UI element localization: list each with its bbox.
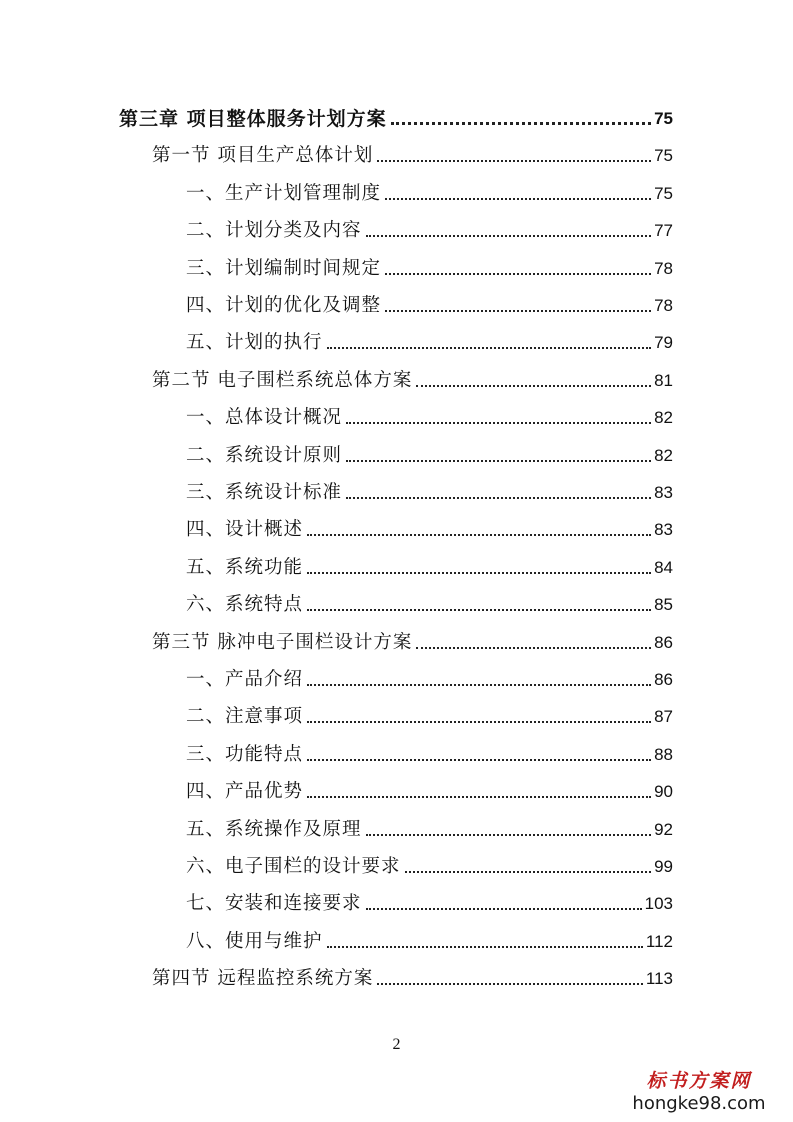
dot-leader xyxy=(327,946,643,948)
toc-entry-label: 五、系统操作及原理 xyxy=(186,818,362,840)
toc-entry-label: 一、产品介绍 xyxy=(186,669,304,690)
toc-entry-page: 78 xyxy=(654,296,673,315)
dot-leader xyxy=(307,684,651,686)
toc-entry-page: 81 xyxy=(654,370,673,390)
dot-leader xyxy=(307,796,651,798)
toc-entry-label: 第四节 远程监控系统方案 xyxy=(152,968,374,990)
dot-leader xyxy=(307,534,651,536)
toc-entry-label: 四、计划的优化及调整 xyxy=(186,295,382,316)
toc-chapter-entry[interactable] xyxy=(119,98,673,130)
toc-entry-label: 五、系统功能 xyxy=(186,556,304,578)
toc-entry-page: 77 xyxy=(654,221,673,241)
toc-section-entry[interactable] xyxy=(152,958,673,990)
toc-subsection-entry[interactable] xyxy=(186,547,673,579)
dot-leader xyxy=(416,647,651,649)
toc-entry-page: 92 xyxy=(654,819,673,839)
toc-entry-label: 一、生产计划管理制度 xyxy=(186,182,382,204)
toc-entry-page: 82 xyxy=(654,445,673,465)
dot-leader xyxy=(385,198,651,200)
toc-subsection-entry[interactable] xyxy=(186,584,673,616)
toc-entry-page: 86 xyxy=(654,670,673,689)
toc-entry-label: 五、计划的执行 xyxy=(186,332,323,354)
toc-section-entry[interactable] xyxy=(152,360,673,392)
toc-entry-label: 三、系统设计标准 xyxy=(186,482,343,503)
dot-leader xyxy=(307,721,651,723)
toc-entry-page: 82 xyxy=(654,408,673,428)
dot-leader xyxy=(377,160,651,162)
dot-leader xyxy=(377,983,643,985)
toc-entry-label: 第一节 项目生产总体计划 xyxy=(152,145,374,167)
toc-entry-label: 三、计划编制时间规定 xyxy=(186,257,382,279)
toc-entry-label: 第三节 脉冲电子围栏设计方案 xyxy=(152,631,413,653)
toc-entry-page: 84 xyxy=(654,557,673,577)
dot-leader xyxy=(346,422,651,424)
toc-entry-page: 113 xyxy=(645,969,673,989)
toc-entry-page: 75 xyxy=(654,146,673,166)
dot-leader xyxy=(307,759,651,761)
toc-entry-page: 78 xyxy=(654,258,673,278)
toc-entry-page: 83 xyxy=(654,483,673,502)
page-number: 2 xyxy=(392,1036,401,1053)
toc-subsection-entry[interactable] xyxy=(186,248,673,280)
toc-entry-page: 85 xyxy=(654,595,673,615)
toc-entry-label: 一、总体设计概况 xyxy=(186,407,343,429)
toc-entry-label: 二、计划分类及内容 xyxy=(186,220,362,242)
toc-subsection-entry[interactable] xyxy=(186,322,673,354)
toc-entry-page: 99 xyxy=(654,857,673,876)
toc-subsection-entry[interactable] xyxy=(186,173,673,205)
dot-leader xyxy=(346,460,651,462)
toc-subsection-entry[interactable] xyxy=(186,921,673,953)
toc-entry-page: 103 xyxy=(644,894,673,914)
toc-subsection-entry[interactable] xyxy=(186,771,673,803)
toc-entry-label: 第三章 项目整体服务计划方案 xyxy=(119,108,387,130)
toc-section-entry[interactable] xyxy=(152,135,673,167)
dot-leader xyxy=(405,871,652,873)
toc-entry-label: 八、使用与维护 xyxy=(186,930,323,952)
toc-subsection-entry[interactable] xyxy=(186,846,673,878)
toc-entry-page: 88 xyxy=(654,744,673,764)
toc-section-entry[interactable] xyxy=(152,622,673,654)
toc-subsection-entry[interactable] xyxy=(186,659,673,691)
toc-entry-label: 二、注意事项 xyxy=(186,706,304,728)
toc-subsection-entry[interactable] xyxy=(186,285,673,317)
dot-leader xyxy=(346,497,651,499)
toc-entry-page: 75 xyxy=(654,109,673,128)
toc-entry-page: 87 xyxy=(654,707,673,727)
toc-subsection-entry[interactable] xyxy=(186,210,673,242)
dot-leader xyxy=(307,609,651,611)
dot-leader xyxy=(385,273,651,275)
dot-leader xyxy=(385,310,651,312)
toc-entry-page: 75 xyxy=(654,183,673,203)
toc-subsection-entry[interactable] xyxy=(186,435,673,467)
toc-entry-page: 83 xyxy=(654,520,673,540)
toc-subsection-entry[interactable] xyxy=(186,809,673,841)
toc-entry-label: 三、功能特点 xyxy=(186,743,304,765)
toc-entry-label: 二、系统设计原则 xyxy=(186,444,343,466)
dot-leader xyxy=(327,347,652,349)
dot-leader xyxy=(391,122,651,125)
toc-subsection-entry[interactable] xyxy=(186,883,673,915)
watermark xyxy=(619,1066,779,1114)
watermark-url: hongke98.com xyxy=(632,1093,766,1114)
toc-entry-label: 七、安装和连接要求 xyxy=(186,893,362,915)
toc-entry-page: 90 xyxy=(654,782,673,802)
toc-subsection-entry[interactable] xyxy=(186,696,673,728)
toc-entry-label: 四、产品优势 xyxy=(186,781,304,803)
toc-subsection-entry[interactable] xyxy=(186,509,673,541)
toc-subsection-entry[interactable] xyxy=(186,734,673,766)
toc-entry-label: 六、电子围栏的设计要求 xyxy=(186,856,401,877)
toc-entry-page: 79 xyxy=(654,333,673,353)
dot-leader xyxy=(366,235,652,237)
watermark-logo-text: 标书方案网 xyxy=(646,1070,752,1092)
toc-entry-page: 86 xyxy=(654,632,673,652)
toc-entry-label: 四、设计概述 xyxy=(186,519,304,541)
dot-leader xyxy=(307,572,651,574)
toc-subsection-entry[interactable] xyxy=(186,472,673,504)
dot-leader xyxy=(366,834,652,836)
toc-entry-label: 第二节 电子围栏系统总体方案 xyxy=(152,369,413,391)
toc-entry-page: 112 xyxy=(645,931,673,951)
dot-leader xyxy=(366,908,642,910)
dot-leader xyxy=(416,385,651,387)
toc-subsection-entry[interactable] xyxy=(186,397,673,429)
toc-entry-label: 六、系统特点 xyxy=(186,594,304,616)
